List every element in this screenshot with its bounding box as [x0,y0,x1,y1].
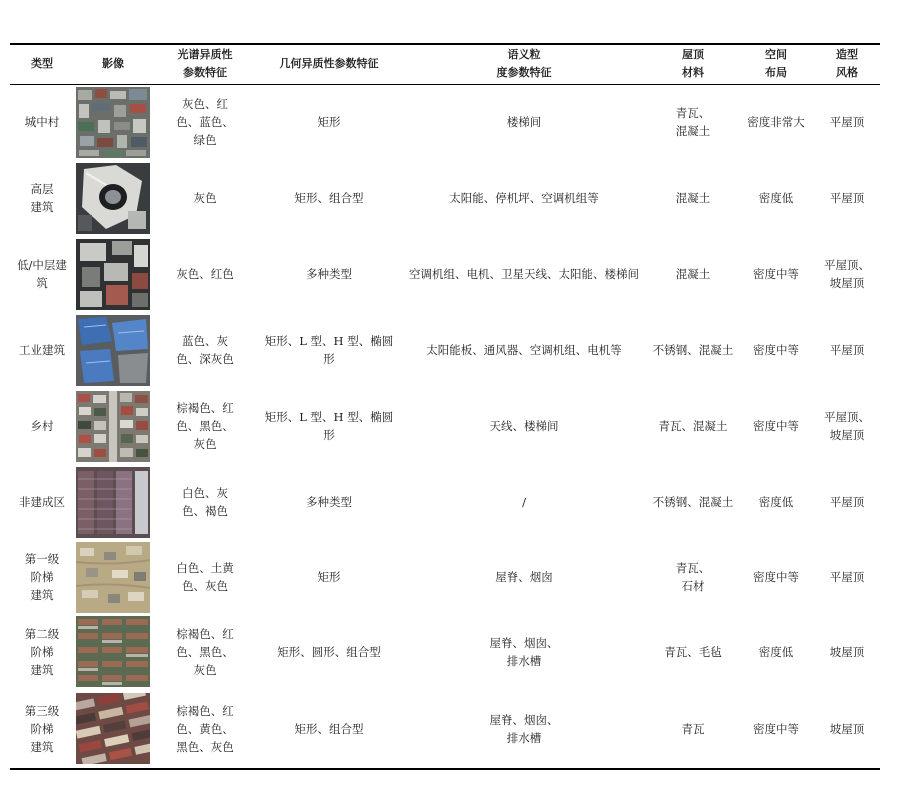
industrial-thumbnail [76,315,150,386]
cell-type: 低/中层建 筑 [17,258,67,290]
cell-geometric: 矩形、组合型 [258,689,400,769]
cell-semantic: 屋脊、烟囱 [495,570,553,584]
table-row [10,388,880,464]
cell-roof: 混凝土 [675,267,711,281]
non-built-thumbnail [76,467,150,538]
cell-roof: 不锈钢、混凝土 [652,343,734,357]
table-row [10,614,880,689]
cell-semantic: 屋脊、烟囱、 排水槽 [400,689,648,769]
table-row [10,312,880,388]
cell-layout: 密度中等 [738,689,814,769]
header-type: 类型 [10,44,74,84]
cell-semantic: 屋脊、烟囱、 排水槽 [489,635,559,668]
cell-roof: 青瓦 [648,689,738,769]
cell-image [74,84,152,160]
cell-spectral: 灰色、红色 [176,267,234,281]
cell-type: 非建成区 [19,495,65,509]
cell-style: 平屋顶 [829,191,865,205]
cell-roof: 不锈钢、混凝土 [652,495,734,509]
cell-geometric: 多种类型 [306,267,352,281]
cell-semantic: 天线、楼梯间 [489,419,559,433]
cell-layout: 密度中等 [753,267,799,281]
table-row [10,84,880,160]
cell-style: 平屋顶、 坡屋顶 [824,258,870,290]
cell-spectral: 棕褐色、红 色、黄色、 黑色、灰色 [152,689,258,769]
cell-semantic: / [522,495,526,509]
cell-semantic: 太阳能板、通风器、空调机组、电机等 [426,343,622,357]
cell-image [74,540,152,614]
header-roof: 屋顶 材料 [648,44,738,84]
cell-spectral: 棕褐色、红 色、黑色、 灰色 [176,626,234,677]
cell-roof: 青瓦、 混凝土 [675,106,711,139]
cell-style: 平屋顶 [829,570,865,584]
cell-layout: 密度非常大 [747,115,805,130]
low-mid-rise-thumbnail [76,239,150,310]
cell-spectral: 蓝色、灰 色、深灰色 [176,334,234,366]
cell-spectral: 棕褐色、红 色、黑色、 灰色 [176,401,234,451]
table-row [10,236,880,312]
urban-village-thumbnail [76,87,150,158]
cell-style: 平屋顶 [829,343,865,357]
cell-type: 城中村 [24,115,60,130]
cell-geometric: 多种类型 [306,495,352,509]
cell-roof: 青瓦、毛毡 [664,644,722,659]
table-row [10,160,880,236]
first-step-thumbnail [76,542,150,613]
cell-image [74,464,152,540]
cell-image [74,236,152,312]
table-row [10,464,880,540]
cell-image [74,614,152,689]
cell-roof: 青瓦、混凝土 [658,419,728,433]
cell-layout: 密度中等 [753,570,799,584]
header-row [10,44,880,84]
cell-style: 平屋顶 [829,495,865,509]
cell-image [74,689,152,769]
cell-style: 平屋顶、 坡屋顶 [824,410,870,442]
cell-type: 高层 建筑 [30,182,54,214]
cell-geometric: 矩形、圆形、组合型 [277,644,381,659]
cell-layout: 密度中等 [753,419,799,433]
cell-style: 平屋顶 [829,115,865,130]
cell-image [74,160,152,236]
high-rise-thumbnail [76,163,150,234]
cell-geometric: 矩形、组合型 [294,191,364,205]
cell-geometric: 矩形 [317,570,341,584]
cell-type: 第三级 阶梯 建筑 [10,689,74,769]
cell-spectral: 白色、土黄 色、灰色 [176,561,234,593]
cell-image [74,388,152,464]
second-step-thumbnail [76,616,150,687]
header-semantic: 语义粒 度参数特征 [400,44,648,84]
cell-type: 第二级 阶梯 建筑 [24,626,60,677]
table-row [10,540,880,614]
cell-style: 坡屋顶 [814,689,880,769]
cell-layout: 密度低 [758,644,794,659]
cell-image [74,312,152,388]
cell-spectral: 灰色 [193,191,217,205]
cell-style: 坡屋顶 [829,644,865,659]
cell-type: 工业建筑 [19,343,65,357]
header-image: 影像 [74,44,152,84]
cell-layout: 密度低 [758,495,794,509]
cell-layout: 密度低 [758,191,794,205]
cell-layout: 密度中等 [753,343,799,357]
cell-type: 乡村 [30,419,54,433]
header-spectral: 光谱异质性 参数特征 [152,44,258,84]
cell-semantic: 楼梯间 [506,115,542,130]
header-geometric: 几何异质性参数特征 [258,44,400,84]
cell-type: 第一级 阶梯 建筑 [24,552,60,602]
third-step-thumbnail [76,693,150,764]
cell-spectral: 白色、灰 色、褐色 [182,486,228,518]
cell-semantic: 太阳能、停机坪、空调机组等 [449,191,599,205]
rural-thumbnail [76,391,150,462]
header-style: 造型 风格 [814,44,880,84]
cell-spectral: 灰色、红 色、蓝色、 绿色 [176,97,234,148]
table-row [10,689,880,769]
cell-roof: 混凝土 [675,191,711,205]
building-feature-table [10,43,880,770]
cell-geometric: 矩形 [317,115,341,130]
cell-roof: 青瓦、 石材 [675,561,711,593]
header-layout: 空间 布局 [738,44,814,84]
cell-semantic: 空调机组、电机、卫星天线、太阳能、楼梯间 [409,267,639,281]
cell-geometric: 矩形、L 型、H 型、椭圆形 [264,334,394,366]
cell-geometric: 矩形、L 型、H 型、椭圆形 [264,410,394,442]
